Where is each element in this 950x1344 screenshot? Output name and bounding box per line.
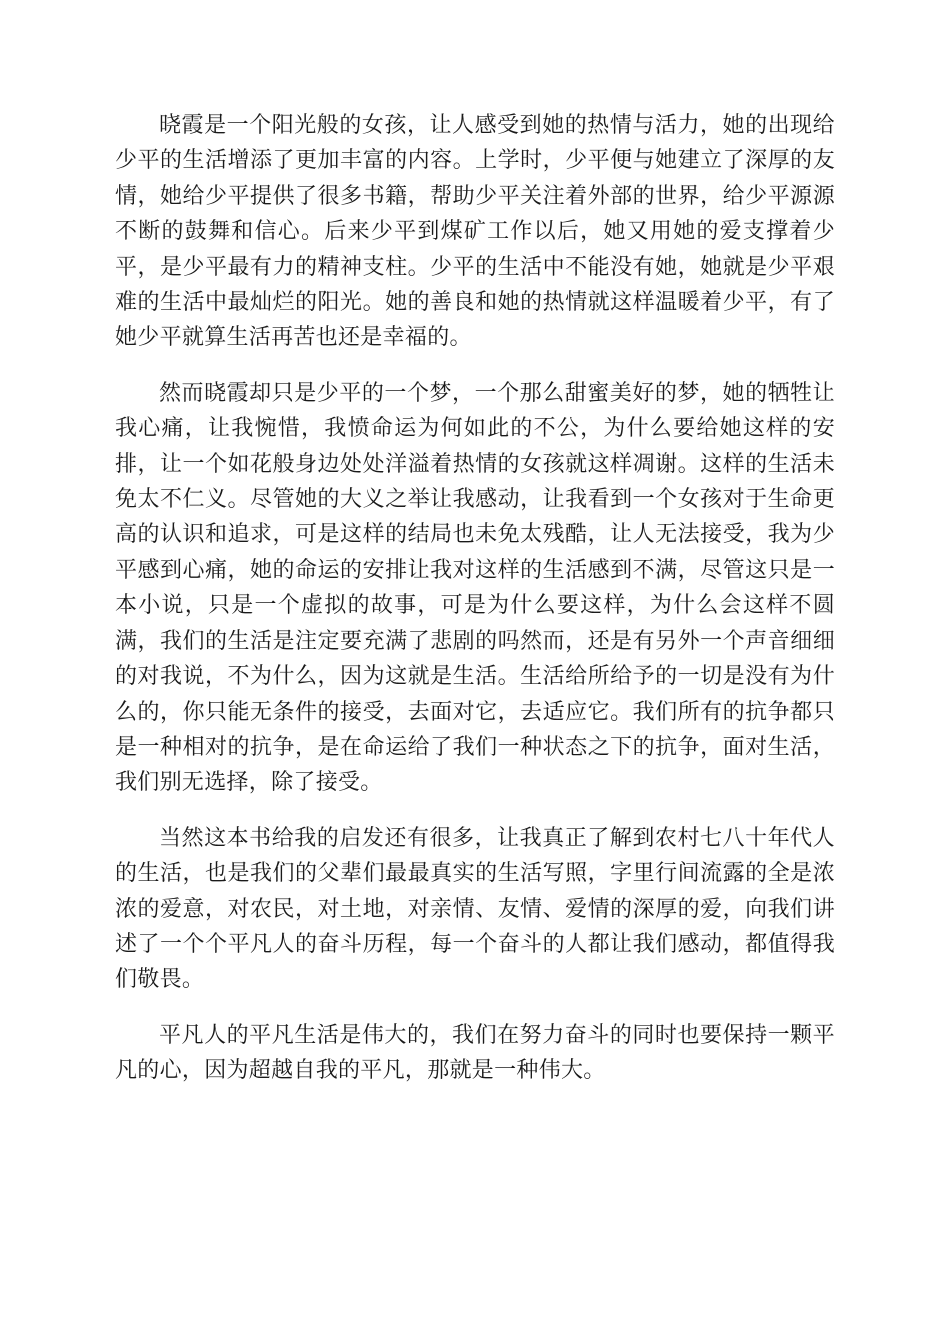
paragraph-conclusion: 平凡人的平凡生活是伟大的，我们在努力奋斗的同时也要保持一颗平凡的心，因为超越自我的平凡，那就是一种伟大。 — [115, 1022, 835, 1084]
paragraph-dream: 然而晓霞却只是少平的一个梦，一个那么甜蜜美好的梦，她的牺牲让我心痛，让我惋惜，我愤命运为何如此的不公，为什么要给她这样的安排，让一个如花般身边处处洋溢着热情的女孩就这样凋谢。这样的生活未免太不仁义。尽管她的大义之举让我感动，让我看到一个女孩对于生命更高的认识和追求，可是这样的结局也未免太残酷，让人无法接受，我为少平感到心痛，她的命运的安排让我对这样的生活感到不满，尽管这只是一本小说，只是一个虚拟的故事，可是为什么要这样，为什么会这样不圆满，我们的生活是注定要充满了悲剧的吗然而，还是有另外一个声音细细的对我说，不为什么，因为这就是生活。生活给所给予的一切是没有为什么的，你只能无条件的接受，去面对它，去适应它。我们所有的抗争都只是一种相对的抗争，是在命运给了我们一种状态之下的抗争，面对生活，我们别无选择，除了接受。 — [115, 380, 835, 796]
paragraph-inspiration: 当然这本书给我的启发还有很多，让我真正了解到农村七八十年代人的生活，也是我们的父辈们最最真实的生活写照，字里行间流露的全是浓浓的爱意，对农民，对土地，对亲情、友情、爱情的深厚的爱，向我们讲述了一个个平凡人的奋斗历程，每一个奋斗的人都让我们感动，都值得我们敬畏。 — [115, 825, 835, 993]
document-body — [115, 108, 835, 1109]
paragraph-xiaoxia: 晓霞是一个阳光般的女孩，让人感受到她的热情与活力，她的出现给少平的生活增添了更加丰富的内容。上学时，少平便与她建立了深厚的友情，她给少平提供了很多书籍，帮助少平关注着外部的世界，给少平源源不断的鼓舞和信心。后来少平到煤矿工作以后，她又用她的爱支撑着少平，是少平最有力的精神支柱。少平的生活中不能没有她，她就是少平艰难的生活中最灿烂的阳光。她的善良和她的热情就这样温暖着少平，有了她少平就算生活再苦也还是幸福的。 — [115, 113, 835, 351]
